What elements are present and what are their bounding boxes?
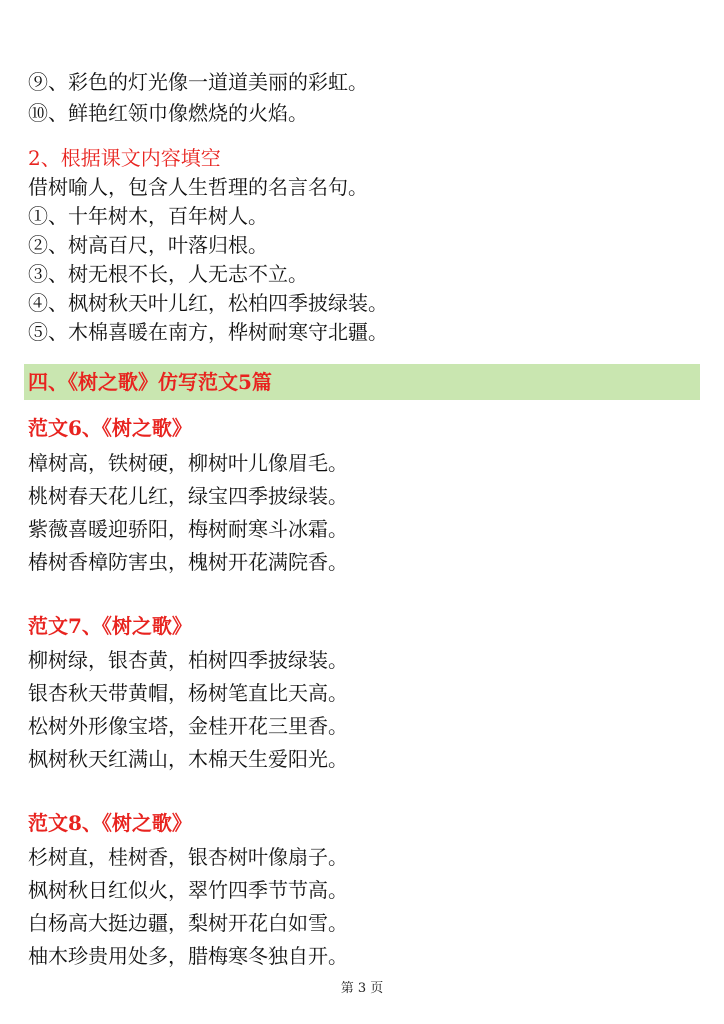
essay-line: 紫薇喜暖迎骄阳，梅树耐寒斗冰霜。	[28, 517, 348, 541]
proverb-item: ③、树无根不长，人无志不立。	[28, 262, 308, 286]
essay-line: 桃树春天花儿红，绿宝四季披绿装。	[28, 484, 348, 508]
proverb-item: ④、枫树秋天叶儿红，松柏四季披绿装。	[28, 291, 388, 315]
proverb-item: ②、树高百尺，叶落归根。	[28, 233, 268, 257]
list-item-10: ⑩、鲜艳红领巾像燃烧的火焰。	[28, 101, 308, 125]
proverb-item: ①、十年树木，百年树人。	[28, 204, 268, 228]
essay-title: 范文6、《树之歌》	[28, 416, 192, 440]
list-item-9: ⑨、彩色的灯光像一道道美丽的彩虹。	[28, 70, 368, 94]
essay-line: 枫树秋日红似火，翠竹四季节节高。	[28, 878, 348, 902]
essay-line: 白杨高大挺边疆，梨树开花白如雪。	[28, 911, 348, 935]
essay-line: 柳树绿，银杏黄，柏树四季披绿装。	[28, 648, 348, 672]
essay-line: 松树外形像宝塔，金桂开花三里香。	[28, 714, 348, 738]
essay-line: 杉树直，桂树香，银杏树叶像扇子。	[28, 845, 348, 869]
section-heading-fill-blank: 2、根据课文内容填空	[28, 146, 221, 170]
section-banner	[24, 364, 700, 400]
essay-line: 樟树高，铁树硬，柳树叶儿像眉毛。	[28, 451, 348, 475]
essay-title: 范文7、《树之歌》	[28, 614, 192, 638]
proverb-item: ⑤、木棉喜暖在南方，桦树耐寒守北疆。	[28, 320, 388, 344]
essay-line: 银杏秋天带黄帽，杨树笔直比天高。	[28, 681, 348, 705]
essay-line: 椿树香樟防害虫，槐树开花满院香。	[28, 550, 348, 574]
section-heading-imitation: 四、《树之歌》仿写范文5篇	[28, 370, 272, 394]
essay-title: 范文8、《树之歌》	[28, 811, 192, 835]
essay-line: 柚木珍贵用处多，腊梅寒冬独自开。	[28, 944, 348, 968]
section-intro: 借树喻人，包含人生哲理的名言名句。	[28, 175, 368, 199]
essay-line: 枫树秋天红满山，木棉天生爱阳光。	[28, 747, 348, 771]
page-number: 第 3 页	[340, 981, 384, 996]
